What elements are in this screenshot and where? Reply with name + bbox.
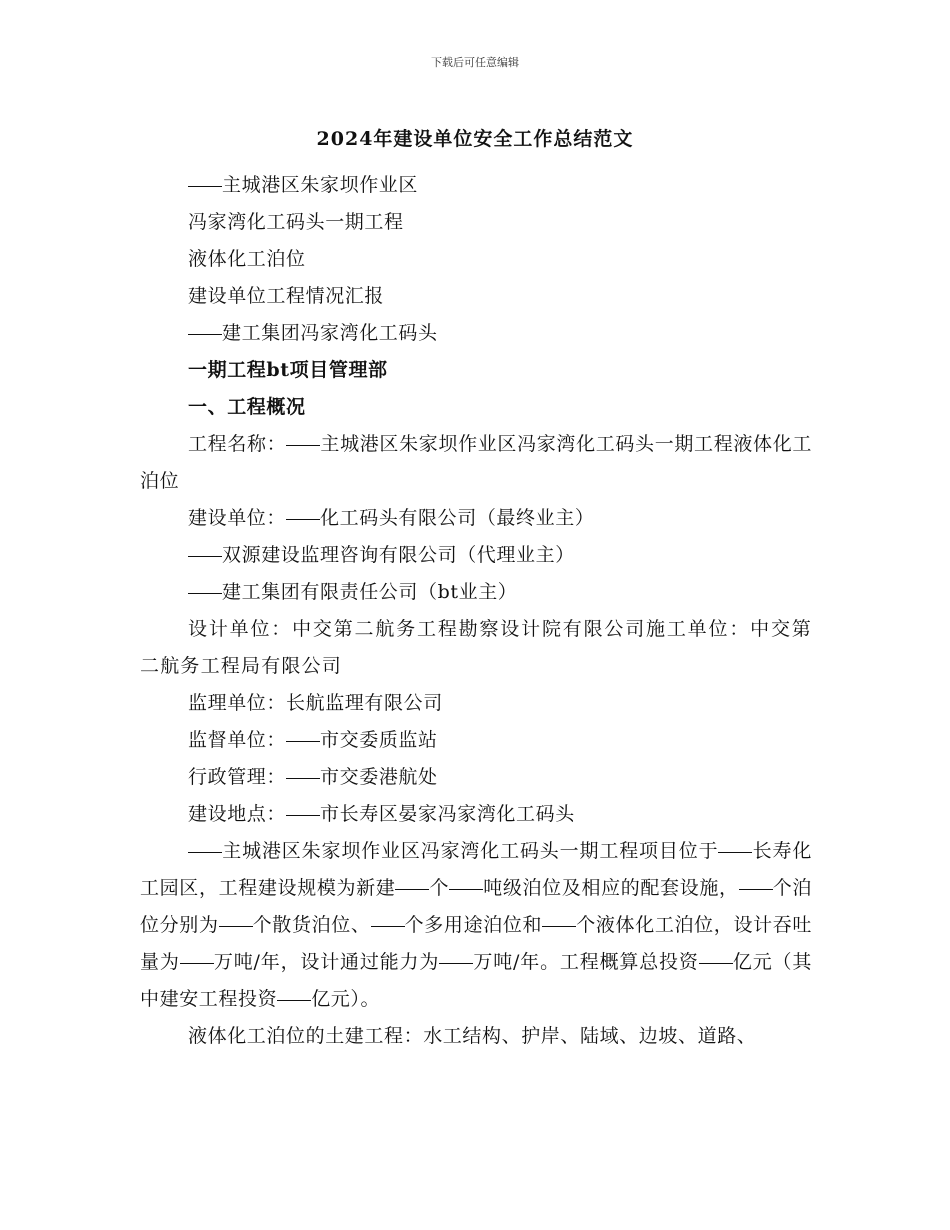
paragraph-text: 建设单位工程情况汇报 <box>188 285 385 307</box>
paragraph-text: 液体化工泊位的土建工程：水工结构、护岸、陆域、边坡、道路、 <box>188 1025 757 1047</box>
paragraph-p11 <box>140 574 812 611</box>
fill-in-blank <box>188 555 222 557</box>
document-body <box>140 167 812 1055</box>
paragraph-p8 <box>140 426 812 500</box>
fill-in-blank <box>219 925 253 927</box>
paragraph-p2 <box>140 204 812 241</box>
paragraph-p17 <box>140 833 812 1018</box>
paragraph-p18 <box>140 1018 812 1055</box>
paragraph-text: 双源建设监理咨询有限公司（代理业主） <box>222 544 575 566</box>
paragraph-p6 <box>140 352 812 389</box>
fill-in-blank <box>395 888 429 890</box>
paragraph-text: 冯家湾化工码头一期工程 <box>188 211 404 233</box>
paragraph-text: 个 <box>429 877 450 899</box>
paragraph-p16 <box>140 796 812 833</box>
paragraph-text: 一期工程bt项目管理部 <box>188 359 388 381</box>
fill-in-blank <box>277 999 311 1001</box>
paragraph-p13 <box>140 685 812 722</box>
paragraph-text: 亿元（其中建安工程投资 <box>140 951 812 1010</box>
paragraph-p7 <box>140 389 812 426</box>
paragraph-text: 主城港区朱家坝作业区 <box>222 174 419 196</box>
paragraph-p14 <box>140 722 812 759</box>
paragraph-text: 吨级泊位及相应的配套设施， <box>483 877 739 899</box>
paragraph-text: 建设单位： <box>188 507 287 529</box>
paragraph-text: 个泊位分别为 <box>140 877 812 936</box>
paragraph-text: 化工码头有限公司（最终业主） <box>320 507 595 529</box>
fill-in-blank <box>188 851 222 853</box>
fill-in-blank <box>371 925 405 927</box>
paragraph-text: 液体化工泊位 <box>188 248 306 270</box>
paragraph-p12 <box>140 611 812 685</box>
paragraph-p3 <box>140 241 812 278</box>
header-note: 下载后可任意编辑 <box>431 56 519 69</box>
paragraph-text: 亿元）。 <box>311 988 381 1010</box>
paragraph-p10 <box>140 537 812 574</box>
paragraph-text: 监理单位：长航监理有限公司 <box>188 692 443 714</box>
paragraph-text: 工程名称： <box>188 433 287 455</box>
paragraph-text: 市交委港航处 <box>320 766 438 788</box>
paragraph-text: 万吨/年。工程概算总投资 <box>473 951 699 973</box>
paragraph-text: 设计单位：中交第二航务工程勘察设计院有限公司施工单位：中交第二航务工程局有限公司 <box>140 618 812 677</box>
paragraph-text: 建工集团有限责任公司（bt业主） <box>222 581 518 603</box>
paragraph-text: 市长寿区晏家冯家湾化工码头 <box>320 803 575 825</box>
fill-in-blank <box>439 962 473 964</box>
paragraph-text: 个多用途泊位和 <box>404 914 543 936</box>
fill-in-blank <box>286 740 320 742</box>
fill-in-blank <box>699 962 733 964</box>
paragraph-text: 市交委质监站 <box>320 729 438 751</box>
paragraph-text: 个散货泊位、 <box>252 914 371 936</box>
paragraph-text: 个液体化工泊位，设计吞吐量为 <box>140 914 812 973</box>
paragraph-p4 <box>140 278 812 315</box>
fill-in-blank <box>542 925 576 927</box>
document-title: 2024年建设单位安全工作总结范文 <box>316 128 634 150</box>
fill-in-blank <box>188 592 222 594</box>
paragraph-text: 建设地点： <box>188 803 287 825</box>
fill-in-blank <box>286 777 320 779</box>
paragraph-text: 建工集团冯家湾化工码头 <box>222 322 438 344</box>
fill-in-blank <box>188 185 222 187</box>
paragraph-text: 主城港区朱家坝作业区冯家湾化工码头一期工程项目位于 <box>222 840 719 862</box>
paragraph-text: 长寿化工园区，工程建设规模为新建 <box>140 840 812 899</box>
fill-in-blank <box>286 444 320 446</box>
paragraph-text: 万吨/年，设计通过能力为 <box>213 951 440 973</box>
fill-in-blank <box>180 962 214 964</box>
paragraph-text: 监督单位： <box>188 729 287 751</box>
paragraph-p9 <box>140 500 812 537</box>
paragraph-p1 <box>140 167 812 204</box>
paragraph-text: 一、工程概况 <box>188 396 306 418</box>
paragraph-text: 行政管理： <box>188 766 287 788</box>
paragraph-text: 主城港区朱家坝作业区冯家湾化工码头一期工程液体化工泊位 <box>140 433 812 492</box>
fill-in-blank <box>718 851 752 853</box>
paragraph-p15 <box>140 759 812 796</box>
fill-in-blank <box>286 814 320 816</box>
paragraph-p5 <box>140 315 812 352</box>
fill-in-blank <box>739 888 773 890</box>
fill-in-blank <box>449 888 483 890</box>
fill-in-blank <box>188 333 222 335</box>
fill-in-blank <box>286 518 320 520</box>
